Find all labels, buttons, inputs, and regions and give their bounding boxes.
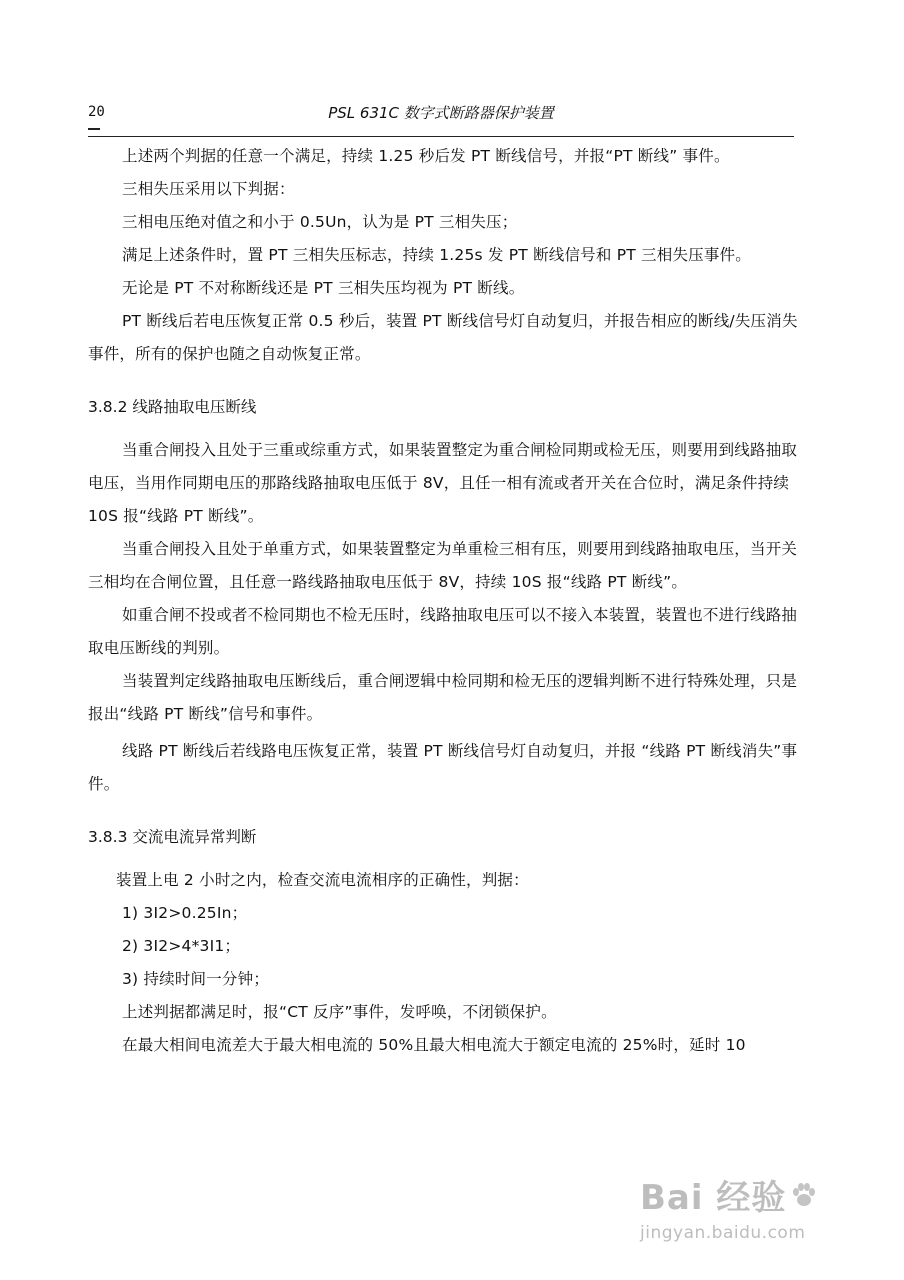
paragraph: 如重合闸不投或者不检同期也不检无压时，线路抽取电压可以不接入本装置，装置也不进行线路抽取电压断线的判别。 [88, 606, 798, 657]
list-item: 1) 3I2>0.25In； [122, 904, 248, 922]
page-header [88, 100, 794, 130]
watermark-url: jingyan.baidu.com [640, 1223, 806, 1243]
paragraph: 三相电压绝对值之和小于 0.5Un，认为是 PT 三相失压； [122, 213, 518, 231]
paragraph: 上述判据都满足时，报“CT 反序”事件，发呼唤，不闭锁保护。 [122, 1003, 557, 1021]
paragraph: 无论是 PT 不对称断线还是 PT 三相失压均视为 PT 断线。 [122, 279, 525, 297]
paragraph: 当重合闸投入且处于单重方式，如果装置整定为单重检三相有压，则要用到线路抽取电压，当开关三相均在合闸位置，且任意一路线路抽取电压低于 8V，持续 10S 报“线路 PT 断线”。 [88, 540, 798, 591]
paragraph: 三相失压采用以下判据： [122, 180, 295, 198]
paragraph: 线路 PT 断线后若线路电压恢复正常，装置 PT 断线信号灯自动复归，并报 “线路 PT 断线消失”事件。 [88, 742, 798, 793]
list-item: 3) 持续时间一分钟； [122, 970, 270, 988]
paragraph: 装置上电 2 小时之内，检查交流电流相序的正确性，判据： [116, 871, 529, 889]
list-item: 2) 3I2>4*3I1； [122, 937, 241, 955]
section-heading-3-8-2: 3.8.2 线路抽取电压断线 [88, 398, 257, 416]
paragraph: 当装置判定线路抽取电压断线后，重合闸逻辑中检同期和检无压的逻辑判断不进行特殊处理，只是报出“线路 PT 断线”信号和事件。 [88, 672, 798, 723]
paragraph: 当重合闸投入且处于三重或综重方式，如果装置整定为重合闸检同期或检无压，则要用到线路抽取电压，当用作同期电压的那路线路抽取电压低于 8V，且任一相有流或者开关在合位时，满足条件持续 10S 报“线路 PT 断线”。 [88, 441, 798, 525]
paw-icon [790, 1181, 818, 1209]
paragraph: 满足上述条件时，置 PT 三相失压标志，持续 1.25s 发 PT 断线信号和 PT 三相失压事件。 [122, 246, 751, 264]
document-title: PSL 631C 数字式断路器保护装置 [328, 104, 554, 122]
watermark-logo [640, 1170, 870, 1219]
header-rule [88, 136, 794, 137]
header-tick-mark [88, 128, 100, 130]
paragraph: PT 断线后若电压恢复正常 0.5 秒后，装置 PT 断线信号灯自动复归，并报告相应的断线/失压消失事件，所有的保护也随之自动恢复正常。 [88, 312, 798, 363]
paragraph: 在最大相间电流差大于最大相电流的 50%且最大相电流大于额定电流的 25%时，延时 10 [122, 1036, 746, 1054]
paragraph: 上述两个判据的任意一个满足，持续 1.25 秒后发 PT 断线信号，并报“PT 断线” 事件。 [122, 147, 730, 165]
page-number: 20 [88, 104, 105, 120]
baidu-jingyan-watermark [640, 1170, 870, 1250]
section-heading-3-8-3: 3.8.3 交流电流异常判断 [88, 828, 257, 846]
page-content [88, 140, 800, 1062]
watermark-logo-text: Bai 经验 [640, 1178, 787, 1218]
